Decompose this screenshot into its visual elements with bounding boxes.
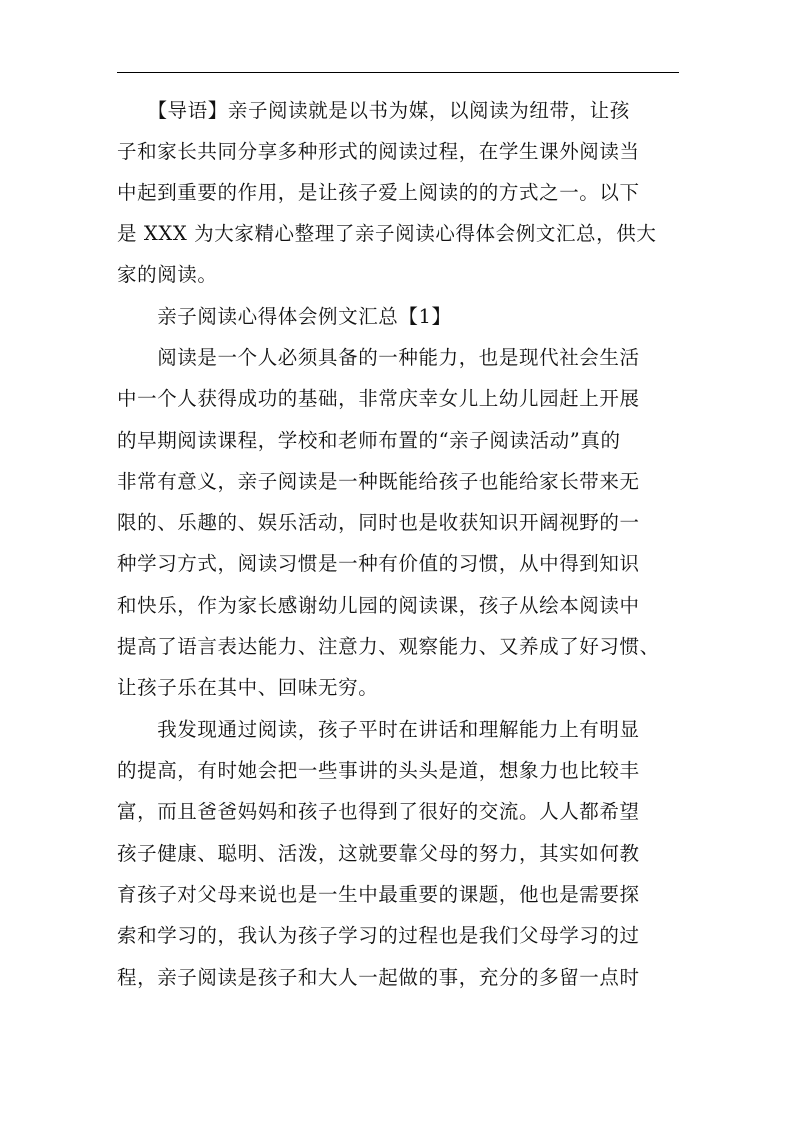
text-line: 子和家长共同分享多种形式的阅读过程，在学生课外阅读当: [117, 140, 640, 163]
text-line: 程，亲子阅读是孩子和大人一起做的事，充分的多留一点时: [117, 966, 640, 989]
text-line: 是 XXX 为大家精心整理了亲子阅读心得体会例文汇总，供大: [117, 222, 657, 245]
text-line: 家的阅读。: [117, 263, 218, 286]
text-line: 我发现通过阅读，孩子平时在讲话和理解能力上有明显: [117, 718, 640, 741]
text-line: 的早期阅读课程，学校和老师布置的“亲子阅读活动”真的: [117, 429, 621, 452]
text-line: 阅读是一个人必须具备的一种能力，也是现代社会生活: [117, 346, 640, 369]
text-line: 索和学习的，我认为孩子学习的过程也是我们父母学习的过: [117, 924, 640, 947]
text-line: 和快乐，作为家长感谢幼儿园的阅读课，孩子从绘本阅读中: [117, 594, 640, 617]
text-line: 育孩子对父母来说也是一生中最重要的课题，他也是需要探: [117, 883, 640, 906]
text-line: 非常有意义，亲子阅读是一种既能给孩子也能给家长带来无: [117, 470, 640, 493]
text-line: 提高了语言表达能力、注意力、观察能力、又养成了好习惯、: [117, 635, 660, 658]
text-line: 孩子健康、聪明、活泼，这就要靠父母的努力，其实如何教: [117, 842, 640, 865]
text-line: 富，而且爸爸妈妈和孩子也得到了很好的交流。人人都希望: [117, 800, 640, 823]
text-line: 的提高，有时她会把一些事讲的头头是道，想象力也比较丰: [117, 759, 640, 782]
section-heading: 亲子阅读心得体会例文汇总【1】: [117, 305, 452, 328]
text-line: 中起到重要的作用，是让孩子爱上阅读的的方式之一。以下: [117, 181, 640, 204]
text-line: 让孩子乐在其中、回味无穷。: [117, 676, 379, 699]
text-line: 限的、乐趣的、娱乐活动，同时也是收获知识开阔视野的一: [117, 511, 640, 534]
header-rule: [117, 72, 679, 73]
text-line: 种学习方式，阅读习惯是一种有价值的习惯，从中得到知识: [117, 552, 640, 575]
text-line: 【导语】亲子阅读就是以书为媒，以阅读为纽带，让孩: [117, 99, 630, 122]
text-line: 中一个人获得成功的基础，非常庆幸女儿上幼儿园赶上开展: [117, 387, 640, 410]
